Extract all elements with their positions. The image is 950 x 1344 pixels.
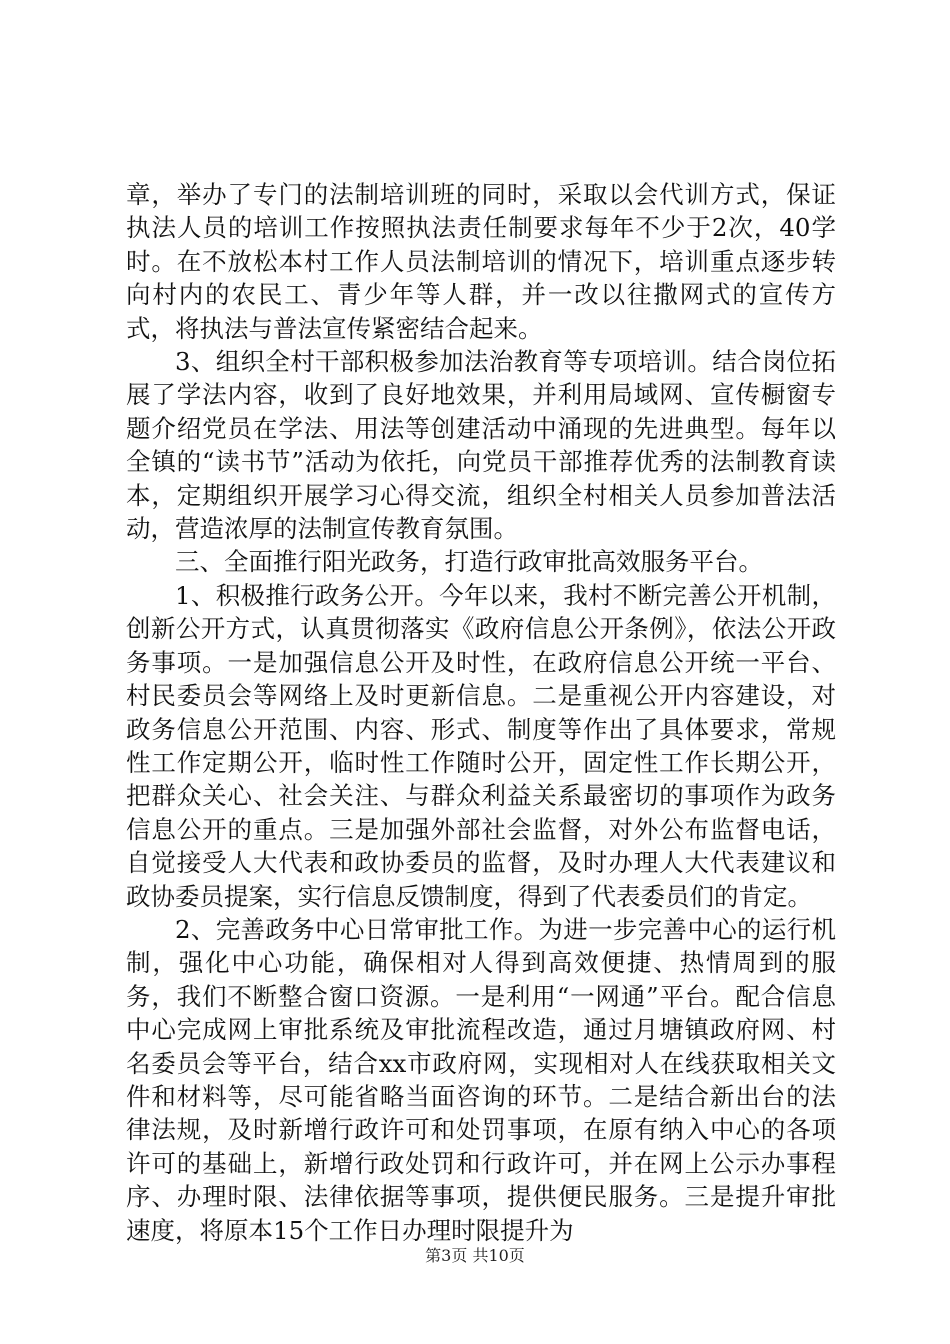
paragraph-3: 1、积极推行政务公开。今年以来，我村不断完善公开机制，创新公开方式，认真贯彻落实《政府信息公开条例》，依法公开政务事项。一是加强信息公开及时性，在政府信息公开统一平台、村民委员会等网络上及时更新信息。二是重视公开内容建设，对政务信息公开范围、内容、形式、制度等作出了具体要求，常规性工作定期公开，临时性工作随时公开，固定性工作长期公开，把群众关心、社会关注、与群众利益关系最密切的事项作为政务信息公开的重点。三是加强外部社会监督，对外公布监督电话，自觉接受人大代表和政协委员的监督，及时办理人大代表建议和政协委员提案，实行信息反馈制度，得到了代表委员们的肯定。 — [126, 580, 836, 911]
section-heading: 三、全面推行阳光政务，打造行政审批高效服务平台。 — [175, 547, 763, 577]
paragraph-2: 3、组织全村干部积极参加法治教育等专项培训。结合岗位拓展了学法内容，收到了良好地效果，并利用局域网、宣传橱窗专题介绍党员在学法、用法等创建活动中涌现的先进典型。每年以全镇的“读书节”活动为依托，向党员干部推荐优秀的法制教育读本，定期组织开展学习心得交流，组织全村相关人员参加普法活动，营造浓厚的法制宣传教育氛围。 — [126, 347, 836, 544]
paragraph-1: 章，举办了专门的法制培训班的同时，采取以会代训方式，保证执法人员的培训工作按照执法责任制要求每年不少于2次，40学时。在不放松本村工作人员法制培训的情况下，培训重点逐步转向村内的农民工、青少年等人群，并一改以往撒网式的宣传方式，将执法与普法宣传紧密结合起来。 — [126, 180, 836, 343]
paragraph-4: 2、完善政务中心日常审批工作。为进一步完善中心的运行机制，强化中心功能，确保相对人得到高效便捷、热情周到的服务，我们不断整合窗口资源。一是利用“一网通”平台。配合信息中心完成网上审批系统及审批流程改造，通过月塘镇政府网、村名委员会等平台，结合xx市政府网，实现相对人在线获取相关文件和材料等，尽可能省略当面咨询的环节。二是结合新出台的法律法规，及时新增行政许可和处罚事项，在原有纳入中心的各项许可的基础上，新增行政处罚和行政许可，并在网上公示办事程序、办理时限、法律依据等事项，提供便民服务。三是提升审批速度，将原本15个工作日办理时限提升为 — [126, 914, 836, 1245]
document-body — [126, 178, 836, 1247]
page-footer: 第3页 共10页 — [425, 1246, 525, 1265]
